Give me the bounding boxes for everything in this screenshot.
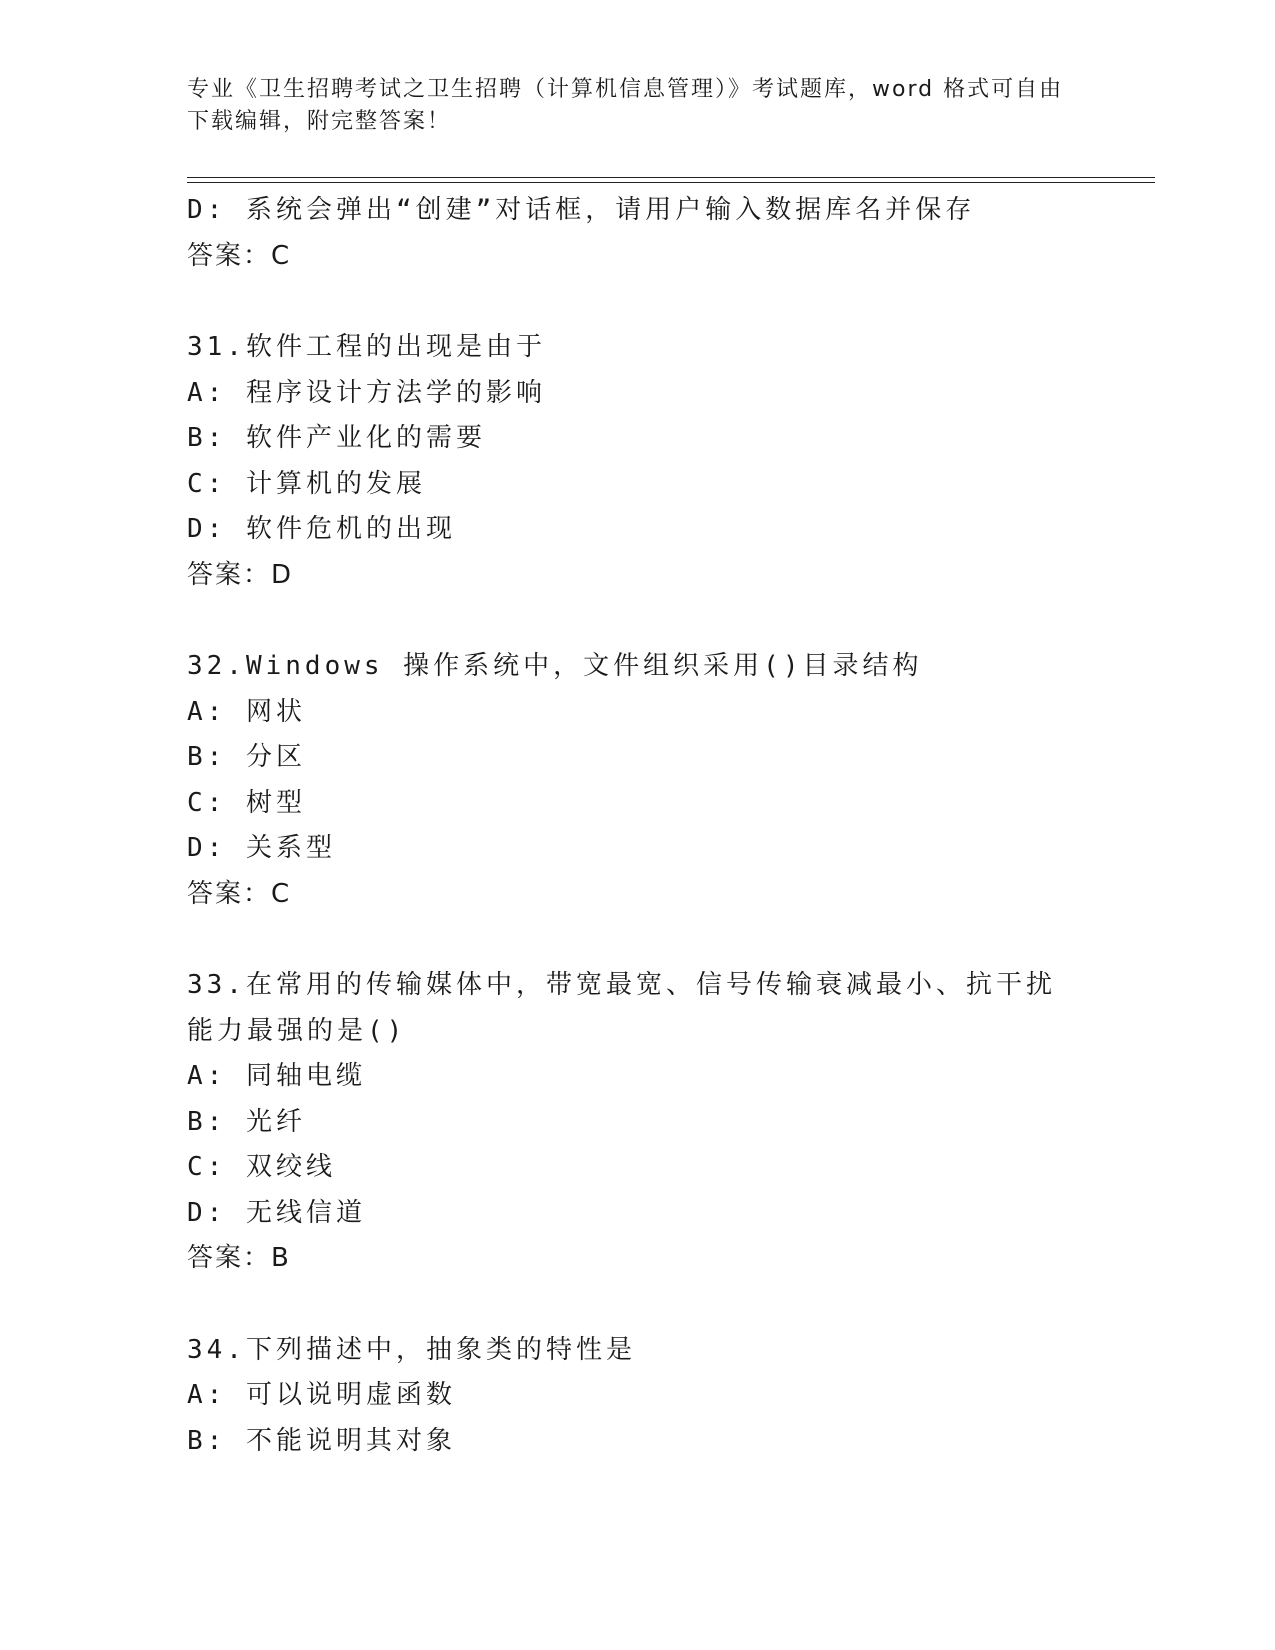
document-header: 专业《卫生招聘考试之卫生招聘（计算机信息管理）》考试题库，word 格式可自由下载编辑，附完整答案！	[187, 77, 1064, 134]
question-33-option-d: D: 无线信道	[187, 1197, 366, 1228]
question-32-option-b: B: 分区	[187, 742, 306, 772]
question-list	[187, 188, 1087, 1464]
question-30-answer: 答案：C	[187, 240, 292, 271]
question-33-title: 33.在常用的传输媒体中，带宽最宽、信号传输衰减最小、抗干扰能力最强的是()	[187, 970, 1056, 1046]
question-31-answer: 答案：D	[187, 559, 294, 590]
question-32-option-d: D: 关系型	[187, 833, 336, 863]
question-33-option-c: C: 双绞线	[187, 1152, 336, 1182]
question-32-option-a: A: 网状	[187, 696, 306, 727]
question-31-option-c: C: 计算机的发展	[187, 468, 426, 499]
question-33-option-b: B: 光纤	[187, 1106, 306, 1137]
question-31-option-a: A: 程序设计方法学的影响	[187, 377, 546, 408]
question-33-option-a: A: 同轴电缆	[187, 1061, 366, 1091]
question-34-title: 34.下列描述中，抽象类的特性是	[187, 1334, 636, 1365]
question-30-option-d: D: 系统会弹出“创建”对话框，请用户输入数据库名并保存	[187, 195, 976, 225]
question-34-option-a: A: 可以说明虚函数	[187, 1380, 456, 1410]
header-divider-bottom	[187, 182, 1155, 183]
question-32-answer: 答案：C	[187, 878, 292, 909]
question-32-title: 32.Windows 操作系统中，文件组织采用()目录结构	[187, 651, 923, 681]
header-divider-top	[187, 177, 1155, 178]
question-31-option-b: B: 软件产业化的需要	[187, 423, 486, 453]
question-34-option-b: B: 不能说明其对象	[187, 1425, 456, 1456]
question-33-answer: 答案：B	[187, 1243, 291, 1273]
question-32-option-c: C: 树型	[187, 787, 306, 818]
question-31-title: 31.软件工程的出现是由于	[187, 332, 546, 362]
question-31-option-d: D: 软件危机的出现	[187, 514, 456, 544]
